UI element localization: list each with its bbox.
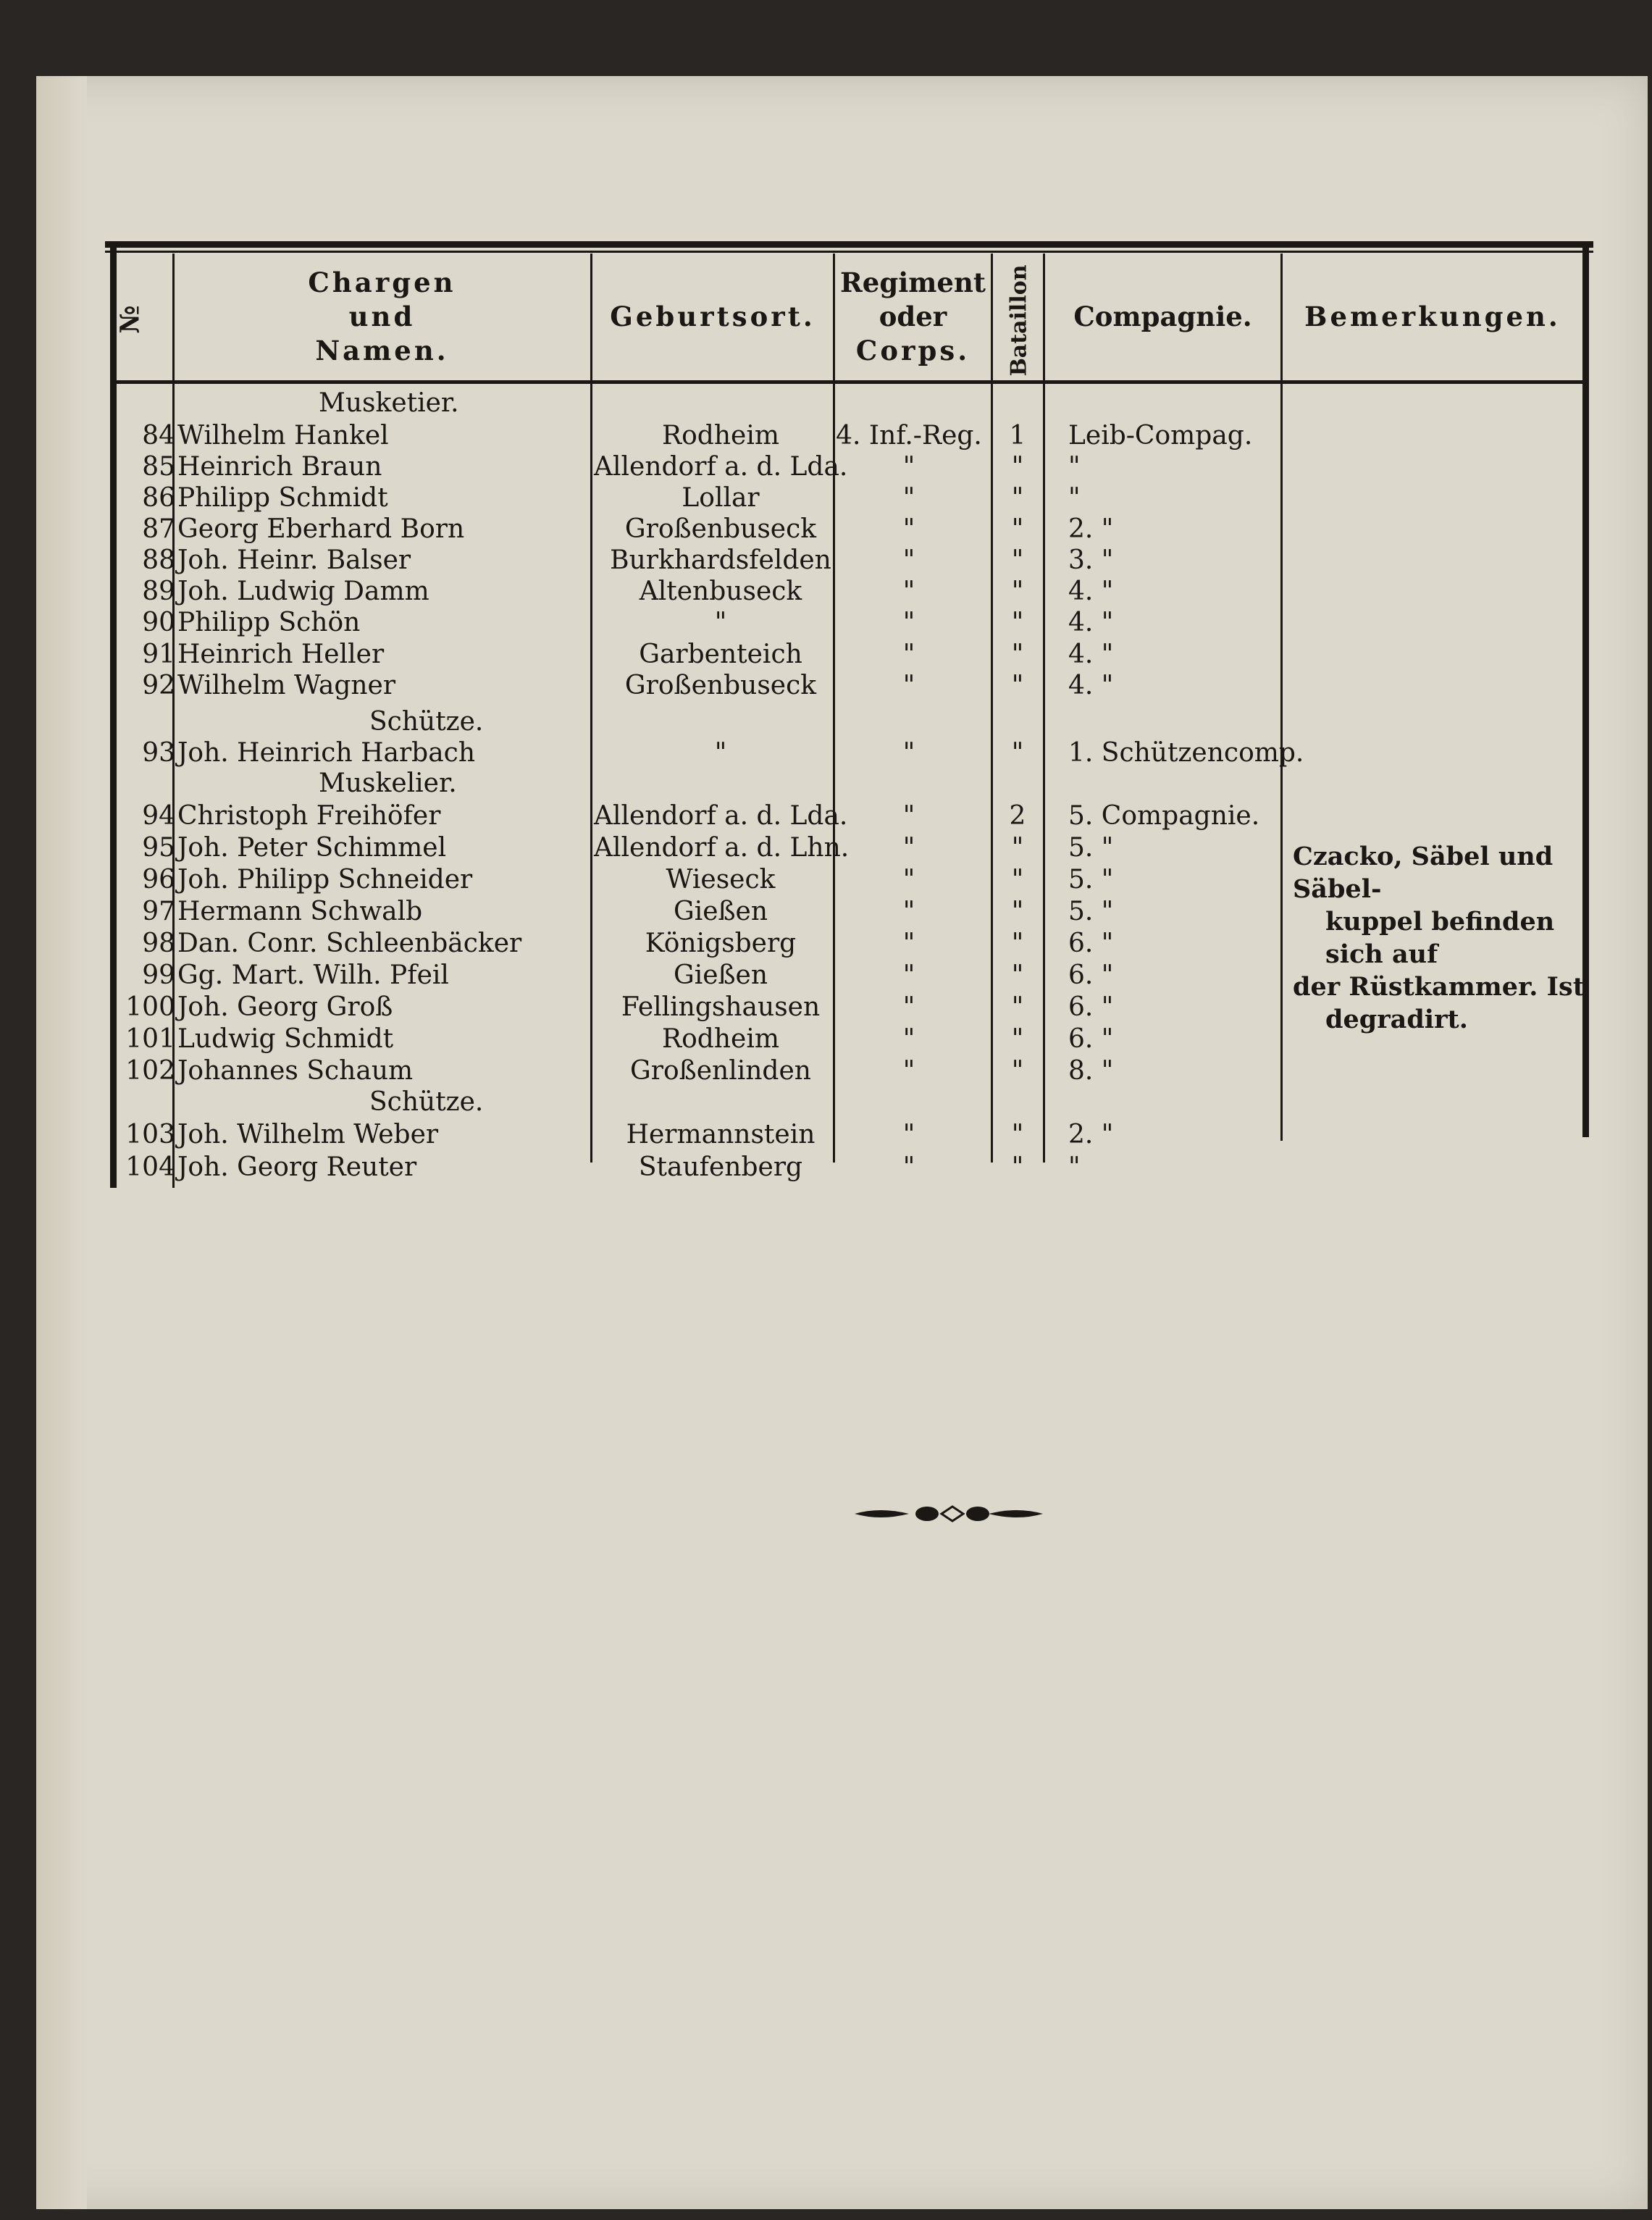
row-regiment: " — [902, 1024, 915, 1054]
table-row — [0, 607, 1652, 639]
row-number: 91 — [142, 640, 175, 669]
row-battalion: " — [1011, 545, 1024, 575]
row-birthplace: Rodheim — [662, 1024, 779, 1054]
row-birthplace: " — [714, 608, 727, 637]
row-number: 99 — [142, 960, 175, 990]
row-number: 84 — [142, 421, 175, 451]
row-battalion: " — [1011, 929, 1024, 958]
row-regiment: " — [902, 865, 915, 895]
row-birthplace: Burkhardsfelden — [610, 545, 831, 575]
row-regiment: " — [902, 1152, 915, 1182]
subhead-musketier — [0, 388, 1652, 419]
row-name: Georg Eberhard Born — [177, 514, 465, 544]
row-regiment: " — [902, 483, 915, 513]
row-regiment: " — [902, 514, 915, 544]
table-row — [0, 800, 1652, 832]
header-battalion: Bataillon — [1006, 264, 1032, 377]
table-row — [0, 1055, 1652, 1087]
row-regiment: " — [902, 608, 915, 637]
row-battalion: " — [1011, 960, 1024, 990]
row-company: 2. " — [1068, 1120, 1114, 1149]
row-number: 101 — [125, 1024, 175, 1054]
row-regiment: " — [902, 671, 915, 700]
row-birthplace: Hermannstein — [626, 1120, 815, 1149]
row-number: 98 — [142, 929, 175, 958]
row-regiment: " — [902, 897, 915, 926]
header-names — [174, 257, 590, 377]
row-name: Heinrich Braun — [177, 452, 382, 482]
ornament-divider — [851, 1499, 1047, 1528]
row-number: 102 — [125, 1056, 175, 1086]
row-birthplace: " — [714, 738, 727, 768]
table-row — [0, 1119, 1652, 1151]
row-name: Joh. Ludwig Damm — [177, 577, 429, 606]
row-number: 100 — [125, 992, 175, 1022]
header-names-line2: und — [348, 301, 416, 332]
row-regiment: " — [902, 577, 915, 606]
row-battalion: " — [1011, 483, 1024, 513]
row-name: Johannes Schaum — [177, 1056, 414, 1086]
row-company: 3. " — [1068, 545, 1114, 575]
row-name: Joh. Heinrich Harbach — [177, 738, 476, 768]
table-row — [0, 737, 1652, 769]
header-regiment — [835, 257, 991, 377]
row-company: 6. " — [1068, 992, 1114, 1022]
row-birthplace: Großenbuseck — [624, 514, 817, 544]
table-row — [0, 1152, 1652, 1184]
row-regiment: " — [902, 452, 915, 482]
row-company: 4. " — [1068, 640, 1114, 669]
subhead-schuetze-text: Schütze. — [369, 707, 484, 737]
row-regiment: " — [902, 960, 915, 990]
header-birthplace — [592, 257, 833, 377]
row-company: " — [1068, 483, 1081, 513]
row-name: Philipp Schmidt — [177, 483, 388, 513]
row-number: 104 — [125, 1152, 175, 1182]
row-regiment: " — [902, 1056, 915, 1086]
row-battalion: " — [1011, 1120, 1024, 1149]
subhead-schuetze-2-text: Schütze. — [369, 1087, 484, 1117]
row-company: 8. " — [1068, 1056, 1114, 1086]
row-battalion: " — [1011, 1024, 1024, 1054]
row-name: Joh. Philipp Schneider — [177, 865, 473, 895]
row-birthplace: Altenbuseck — [639, 577, 802, 606]
table-row — [0, 639, 1652, 671]
remarks-note — [1293, 840, 1597, 1036]
header-birthplace-label: Geburtsort. — [610, 301, 815, 332]
row-number: 96 — [142, 865, 175, 895]
header-names-line3: Namen. — [315, 335, 449, 366]
header-company-label: Compagnie. — [1073, 301, 1252, 332]
row-regiment: " — [902, 992, 915, 1022]
row-battalion: " — [1011, 608, 1024, 637]
row-name: Joh. Heinr. Balser — [177, 545, 411, 575]
row-name: Philipp Schön — [177, 608, 361, 637]
row-company: 4. " — [1068, 671, 1114, 700]
row-battalion: " — [1011, 640, 1024, 669]
row-birthplace: Großenlinden — [630, 1056, 811, 1086]
row-battalion: " — [1011, 833, 1024, 863]
row-birthplace: Gießen — [673, 897, 768, 926]
row-name: Joh. Wilhelm Weber — [177, 1120, 439, 1149]
row-number: 89 — [142, 577, 175, 606]
row-company: 5. " — [1068, 897, 1114, 926]
table-row — [0, 514, 1652, 545]
header-company — [1045, 257, 1280, 377]
row-company: 6. " — [1068, 1024, 1114, 1054]
row-battalion: " — [1011, 1056, 1024, 1086]
row-number: 103 — [125, 1120, 175, 1149]
row-company: 4. " — [1068, 577, 1114, 606]
row-company: 2. " — [1068, 514, 1114, 544]
table-row — [0, 576, 1652, 608]
row-number: 86 — [142, 483, 175, 513]
row-birthplace: Allendorf a. d. Lhn. — [594, 833, 850, 863]
row-name: Hermann Schwalb — [177, 897, 423, 926]
row-battalion: " — [1011, 1152, 1024, 1182]
remarks-line2: kuppel befinden sich auf — [1325, 907, 1555, 969]
row-company: 5. Compagnie. — [1068, 801, 1260, 831]
header-number: № — [114, 305, 146, 334]
row-battalion: 1 — [1009, 421, 1026, 451]
row-company: 5. " — [1068, 865, 1114, 895]
table-top-rule-thin — [105, 251, 1593, 253]
row-name: Christoph Freihöfer — [177, 801, 441, 831]
table-row — [0, 420, 1652, 452]
subhead-schuetze — [0, 706, 1652, 738]
row-birthplace: Wieseck — [666, 865, 776, 895]
header-rule — [110, 380, 1588, 384]
row-battalion: " — [1011, 577, 1024, 606]
row-birthplace: Lollar — [682, 483, 760, 513]
row-number: 85 — [142, 452, 175, 482]
table-row — [0, 545, 1652, 577]
row-name: Ludwig Schmidt — [177, 1024, 394, 1054]
table-row — [0, 670, 1652, 702]
remarks-line3: der Rüstkammer. Ist — [1293, 972, 1585, 1002]
row-regiment: " — [902, 738, 915, 768]
row-regiment: " — [902, 1120, 915, 1149]
row-name: Joh. Georg Groß — [177, 992, 393, 1022]
row-company: " — [1068, 1152, 1081, 1182]
row-name: Dan. Conr. Schleenbäcker — [177, 929, 522, 958]
header-names-line1: Chargen — [308, 267, 456, 298]
row-battalion: " — [1011, 452, 1024, 482]
row-name: Wilhelm Wagner — [177, 671, 396, 700]
row-regiment: 4. Inf.-Reg. — [836, 421, 982, 451]
row-battalion: " — [1011, 865, 1024, 895]
row-name: Heinrich Heller — [177, 640, 385, 669]
row-birthplace: Staufenberg — [638, 1152, 803, 1182]
table-row — [0, 451, 1652, 483]
table-row — [0, 482, 1652, 514]
row-name: Wilhelm Hankel — [177, 421, 389, 451]
row-regiment: " — [902, 801, 915, 831]
row-number: 87 — [142, 514, 175, 544]
row-battalion: " — [1011, 992, 1024, 1022]
row-birthplace: Fellingshausen — [621, 992, 821, 1022]
subhead-musketier-2 — [0, 768, 1652, 800]
row-number: 90 — [142, 608, 175, 637]
row-birthplace: Gießen — [673, 960, 768, 990]
subhead-schuetze-2 — [0, 1086, 1652, 1118]
row-regiment: " — [902, 640, 915, 669]
remarks-line4: degradirt. — [1325, 1005, 1468, 1034]
row-number: 94 — [142, 801, 175, 831]
row-company: " — [1068, 452, 1081, 482]
row-company: 5. " — [1068, 833, 1114, 863]
header-remarks-label: Bemerkungen. — [1304, 301, 1561, 332]
row-number: 88 — [142, 545, 175, 575]
header-remarks — [1283, 257, 1582, 377]
row-battalion: " — [1011, 671, 1024, 700]
subhead-musketier-text: Musketier. — [319, 388, 459, 418]
row-company: 6. " — [1068, 929, 1114, 958]
row-birthplace: Großenbuseck — [624, 671, 817, 700]
row-battalion: " — [1011, 897, 1024, 926]
row-company: 4. " — [1068, 608, 1114, 637]
row-battalion: " — [1011, 738, 1024, 768]
row-number: 95 — [142, 833, 175, 863]
row-regiment: " — [902, 545, 915, 575]
row-battalion: " — [1011, 514, 1024, 544]
subhead-musketier-2-text: Muskelier. — [319, 768, 457, 798]
row-company: Leib-Compag. — [1068, 421, 1253, 451]
header-regiment-line1: Regiment — [840, 267, 986, 298]
row-regiment: " — [902, 929, 915, 958]
row-birthplace: Garbenteich — [639, 640, 802, 669]
row-birthplace: Allendorf a. d. Lda. — [594, 801, 848, 831]
remarks-line1: Czacko, Säbel und Säbel- — [1293, 842, 1554, 904]
table-top-rule — [105, 241, 1593, 248]
row-birthplace: Allendorf a. d. Lda. — [594, 452, 848, 482]
row-battalion: 2 — [1009, 801, 1026, 831]
row-birthplace: Rodheim — [662, 421, 779, 451]
row-name: Joh. Georg Reuter — [177, 1152, 417, 1182]
header-regiment-line2: oder — [879, 301, 947, 332]
row-number: 93 — [142, 738, 175, 768]
row-number: 92 — [142, 671, 175, 700]
row-birthplace: Königsberg — [645, 929, 797, 958]
row-name: Joh. Peter Schimmel — [177, 833, 447, 863]
header-regiment-line3: Corps. — [855, 335, 970, 366]
row-company: 1. Schützencomp. — [1068, 738, 1304, 768]
row-number: 97 — [142, 897, 175, 926]
row-name: Gg. Mart. Wilh. Pfeil — [177, 960, 449, 990]
row-company: 6. " — [1068, 960, 1114, 990]
row-regiment: " — [902, 833, 915, 863]
